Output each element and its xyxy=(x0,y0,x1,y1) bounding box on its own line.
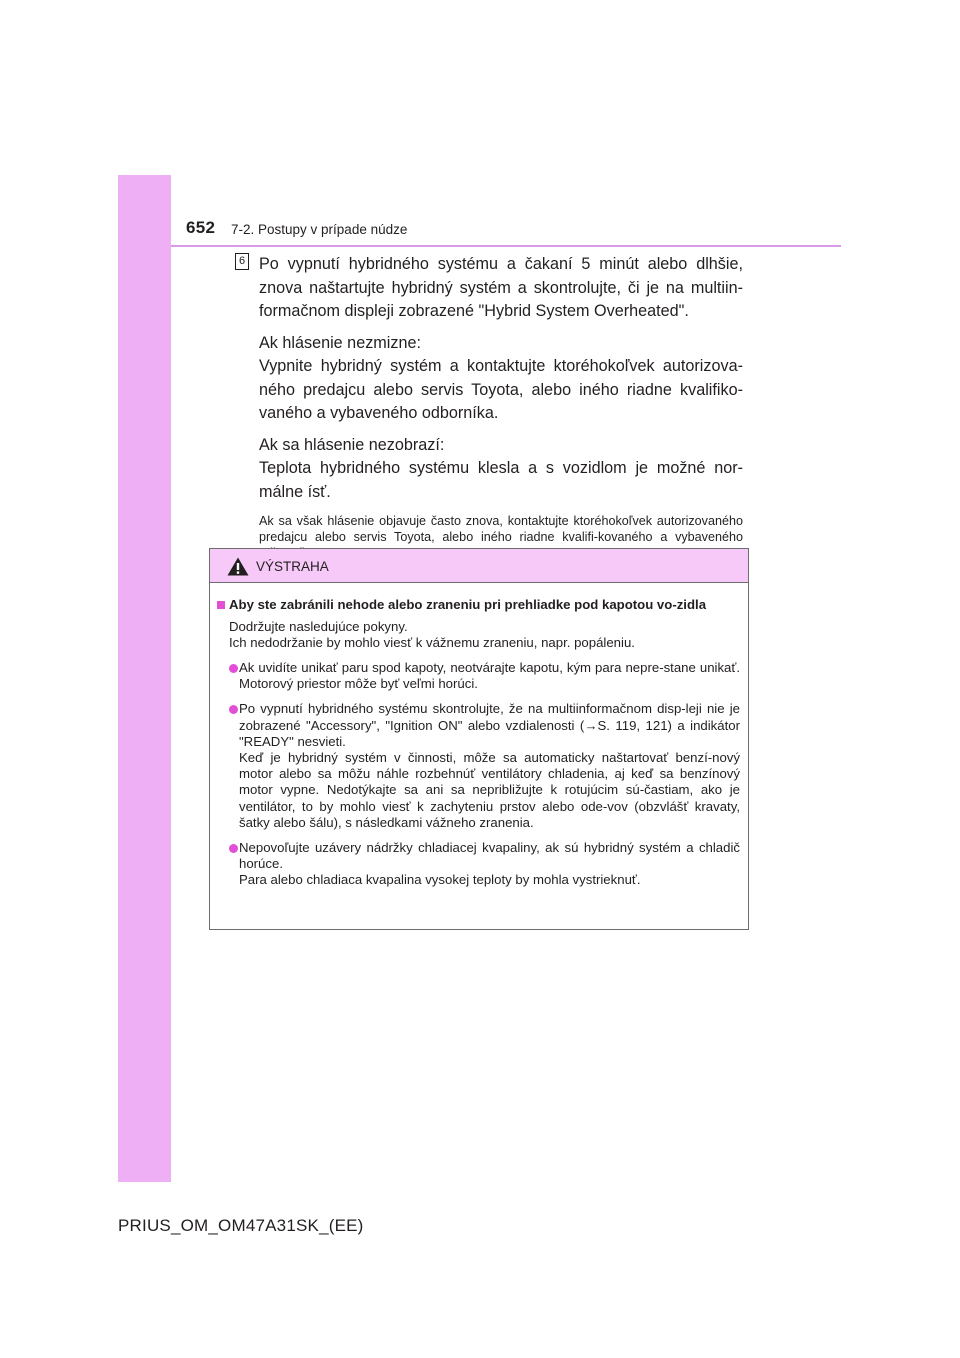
bullet-text: Para alebo chladiaca kvapalina vysokej teploty by mohla vystrieknuť. xyxy=(239,872,641,888)
warning-heading-row xyxy=(217,597,740,613)
list-item xyxy=(217,701,740,831)
warning-title: VÝSTRAHA xyxy=(256,559,329,574)
bullet-text: Nepovoľujte uzávery nádržky chladiacej kvapaliny, ak sú hybridný systém a chladič horúce. xyxy=(239,840,740,872)
step-number-box: 6 xyxy=(235,253,249,270)
header-divider xyxy=(171,245,841,247)
warning-intro xyxy=(229,619,740,651)
chapter-title: 7-2. Postupy v prípade núdze xyxy=(231,222,408,237)
intro-line: Dodržujte nasledujúce pokyny. xyxy=(229,619,408,634)
document-code: PRIUS_OM_OM47A31SK_(EE) xyxy=(118,1216,364,1235)
page-number: 652 xyxy=(186,218,216,237)
side-tab-band xyxy=(118,175,171,1182)
case-label: Ak sa hlásenie nezobrazí: xyxy=(259,435,445,454)
bullet-text: Keď je hybridný systém v činnosti, môže sa automaticky naštartovať benzí-nový motor alebo sa môžu náhle rozbehnúť ventilátory chladenia, aj keď sa benzínový motor vypne. Nedotýkajte sa ani sa nepribližujte k rotujúcim sú-častiam, ako je ventilátor, to by mohlo viesť k zachyteniu prstov alebo ode-vov (obzvlášť kravaty, šatky alebo šálu), s následkami vážneho zranenia. xyxy=(239,750,740,830)
step-content xyxy=(259,253,743,561)
warning-heading: Aby ste zabránili nehode alebo zraneniu pri prehliadke pod kapotou vo-zidla xyxy=(229,597,707,612)
warning-triangle-icon xyxy=(227,557,249,576)
bullet-text: Ak uvidíte unikať paru spod kapoty, neotvárajte kapotu, kým para nepre-stane unikať. Motorový priestor môže byť veľmi horúci. xyxy=(239,660,740,692)
step-note: Ak sa však hlásenie objavuje často znova, kontaktujte ktoréhokoľvek autorizovaného predajcu alebo servis Toyota, alebo iného riadne kvalifi-kovaného a vybaveného xyxy=(259,514,743,544)
list-item xyxy=(217,840,740,889)
case-label: Ak hlásenie nezmizne: xyxy=(259,333,421,352)
round-bullet-icon xyxy=(229,705,238,714)
warning-header xyxy=(210,549,748,583)
round-bullet-icon xyxy=(229,844,238,853)
square-bullet-icon xyxy=(217,601,225,609)
round-bullet-icon xyxy=(229,664,238,673)
warning-body xyxy=(210,583,748,889)
case-text: Vypnite hybridný systém a kontaktujte ktoréhokoľvek autorizova-ného predajcu alebo servis Toyota, alebo iného riadne kvalifiko-vaného a vybaveného odborníka. xyxy=(259,357,743,422)
warning-box xyxy=(209,548,749,930)
list-item xyxy=(217,660,740,692)
intro-line: Ich nedodržanie by mohlo viesť k vážnemu zraneniu, napr. popáleniu. xyxy=(229,635,635,650)
case-text: Teplota hybridného systému klesla a s vozidlom je možné nor-málne ísť. xyxy=(259,459,743,501)
bullet-text: Po vypnutí hybridného systému skontrolujte, že na multiinformačnom disp-leji nie je zobrazené "Accessory", "Ignition ON" alebo vzdialenosti (→S. 119, 121) a indikátor "READY" nesvieti. xyxy=(239,701,740,749)
step-paragraph: Po vypnutí hybridného systému a čakaní 5 minút alebo dlhšie, znova naštartujte hybridný systém a skontrolujte, či je na multiin-formačnom displeji zobrazené "Hybrid System Overheated". xyxy=(259,255,743,320)
